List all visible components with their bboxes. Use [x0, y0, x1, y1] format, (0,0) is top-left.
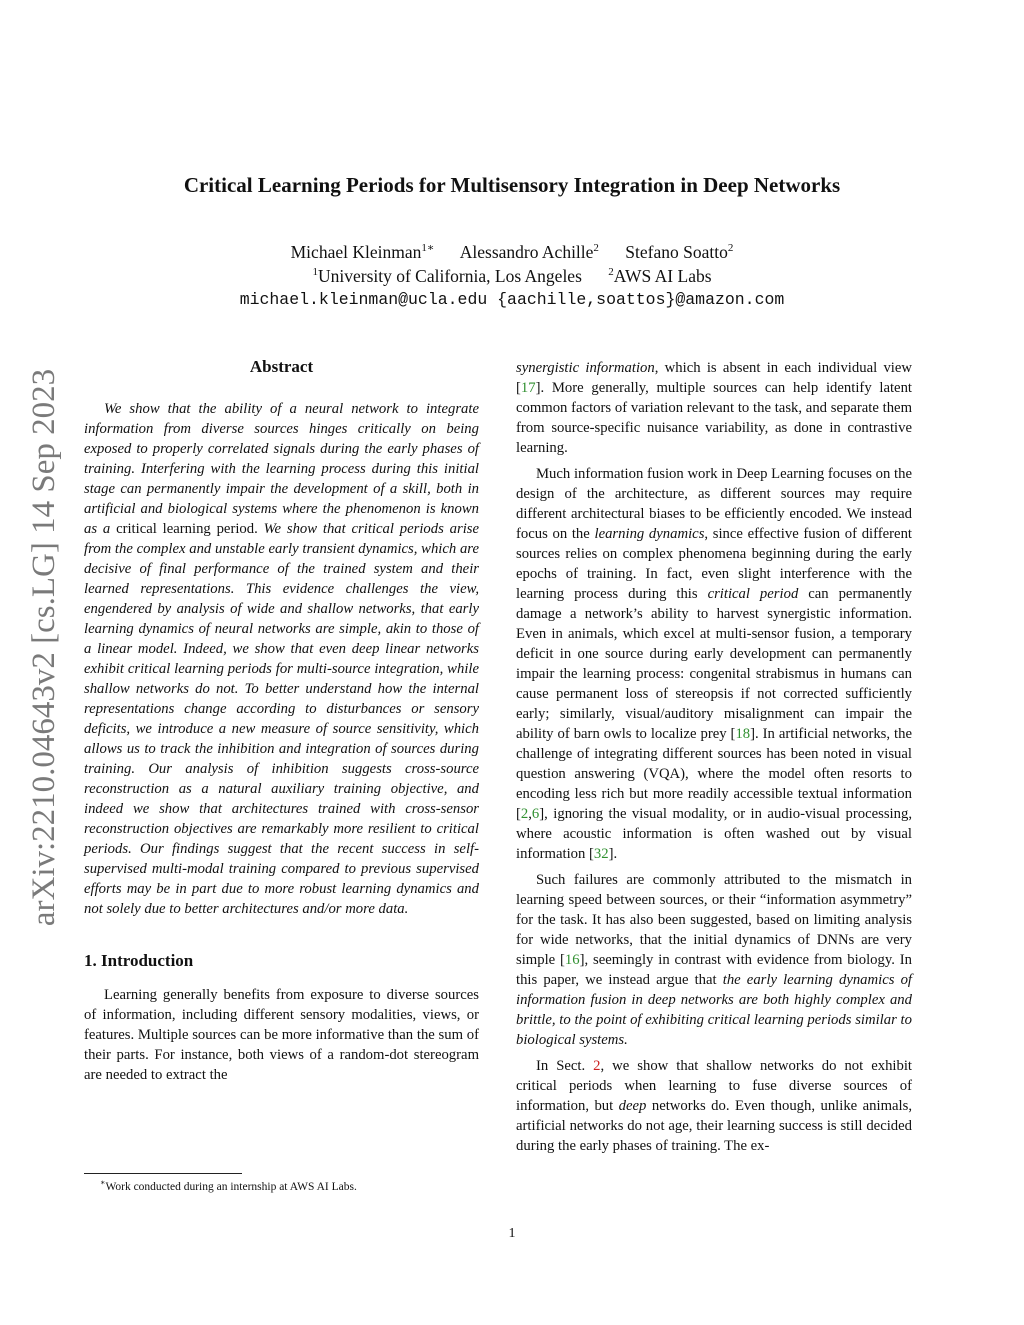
section-heading-introduction: 1. Introduction: [84, 951, 194, 970]
abstract-text: We show that the ability of a neural network to integrate information from diverse sources hinges critically on being exposed to properly correlated signals during the early phases of training. Interfering with the learning process during this initial stage can permanently impair the development of a skill, both in artificial and biological systems where the phenomenon is known as a critical learning period. We show that critical periods arise from the complex and unstable early transient dynamics, which are decisive of final performance of the trained system and their learned representations. This evidence challenges the view, engendered by analysis of wide and shallow networks, that early learning dynamics of neural networks are simple, akin to those of a linear model. Indeed, we show that even deep linear networks exhibit critical learning periods for multi-source integration, while shallow networks do not. To better understand how the internal representations change according to disturbances or sensory deficits, we introduce a new measure of source sensitivity, which allows us to track the inhibition and integration of sources during training. Our analysis of inhibition suggests cross-source reconstruction as a natural auxiliary training objective, and indeed we show that architectures trained with cross-sensor reconstruction objectives are remarkably more resilient to critical periods. Our findings suggest that the recent success in self-supervised multi-modal training compared to previous supervised efforts may be in part due to more robust learning dynamics and not solely due to better architectures and/or more data.: [84, 401, 480, 917]
footnote-mark: ∗: [100, 1178, 106, 1187]
body-paragraph: In Sect. 2, we show that shallow networks do not exhibit critical periods when learning to fuse diverse sources of information, but deep networks do. Even though, unlike animals, artificial networks do not age, their learning success is still decided during the early phases of training. The ex-: [516, 1058, 912, 1154]
author-mark: 2: [593, 242, 599, 254]
footnote-divider: [84, 1173, 242, 1174]
author-name: Michael Kleinman: [290, 242, 422, 262]
page-number: 1: [508, 1226, 516, 1241]
affiliation-mark: 2: [608, 266, 614, 278]
affiliation-mark: 1: [312, 266, 318, 278]
author-name: Alessandro Achille: [459, 242, 594, 262]
citation-link[interactable]: 18: [735, 726, 751, 742]
abstract-term: critical learning period.: [116, 521, 258, 537]
author-emails: michael.kleinman@ucla.edu {aachille,soattos}@amazon.com: [239, 290, 785, 309]
author-block: [0, 240, 1024, 312]
abstract-heading: Abstract: [249, 357, 314, 376]
paper-title: Critical Learning Periods for Multisensory Integration in Deep Networks: [183, 173, 841, 197]
citation-link[interactable]: 2: [520, 806, 529, 822]
affiliations: [0, 264, 1024, 288]
body-paragraph: Much information fusion work in Deep Learning focuses on the design of the architecture, as different sources may require different architectural biases to be efficiently encoded. We instead focus on the learning dynamics, since effective fusion of different sources relies on complex phenomena beginning during the early epochs of training. In fact, even slight interference with the learning process during this critical period can permanently damage a network’s ability to harvest synergistic information. Even in animals, which excel at multi-sensor fusion, a temporary deficit in one source during early development can permanently impair the learning process: congenital strabismus in humans can cause permanent loss of stereopsis if not corrected sufficiently early; similarly, visual/auditory misalignment can impair the ability of barn owls to localize prey [18]. In artificial networks, the challenge of integrating different sources has been noted in visual question answering (VQA), where the model often resorts to encoding less rich but more readily accessible textual information [2,6], ignoring the visual modality, or in audio-visual processing, where acoustic information is often washed out by visual information [32].: [516, 466, 912, 862]
right-column: [516, 358, 912, 1162]
body-paragraph: Such failures are commonly attributed to the mismatch in learning speed between sources, or their “information asymmetry” for the task. It has also been suggested, based on limiting analysis for wide networks, that the initial dynamics of DNNs are very simple [16], seemingly in contrast with evidence from biology. In this paper, we instead argue that the early learning dynamics of information fusion in deep networks are both highly complex and brittle, to the point of exhibiting critical learning periods similar to biological systems.: [516, 872, 912, 1048]
body-paragraph: synergistic information, which is absent in each individual view [17]. More generally, multiple sources can help identify latent common factors of variation relevant to the task, and separate them from source-specific nuisance variability, as done in contrastive learning.: [516, 360, 912, 456]
citation-link[interactable]: 17: [520, 380, 536, 396]
citation-link[interactable]: 16: [564, 952, 580, 968]
citation-link[interactable]: 32: [593, 846, 609, 862]
section-link[interactable]: 2: [593, 1058, 601, 1074]
arxiv-stamp: arXiv:2210.04643v2 [cs.LG] 14 Sep 2023: [26, 368, 63, 927]
intro-paragraph: Learning generally benefits from exposure to diverse sources of information, including different sensory modalities, views, or features. Multiple sources can be more informative than the sum of their parts. For instance, both views of a random-dot stereogram are needed to extract the: [84, 987, 479, 1083]
footnote: ∗Work conducted during an internship at AWS AI Labs.: [100, 1178, 357, 1193]
author-name: Stefano Soatto: [625, 242, 728, 262]
left-column: [84, 357, 479, 1091]
author-mark: 1∗: [421, 242, 435, 254]
author-mark: 2: [727, 242, 734, 254]
affiliation: AWS AI Labs: [613, 266, 712, 286]
citation-link[interactable]: 6: [531, 806, 540, 822]
affiliation: University of California, Los Angeles: [317, 266, 582, 286]
author-names: [0, 240, 1024, 264]
